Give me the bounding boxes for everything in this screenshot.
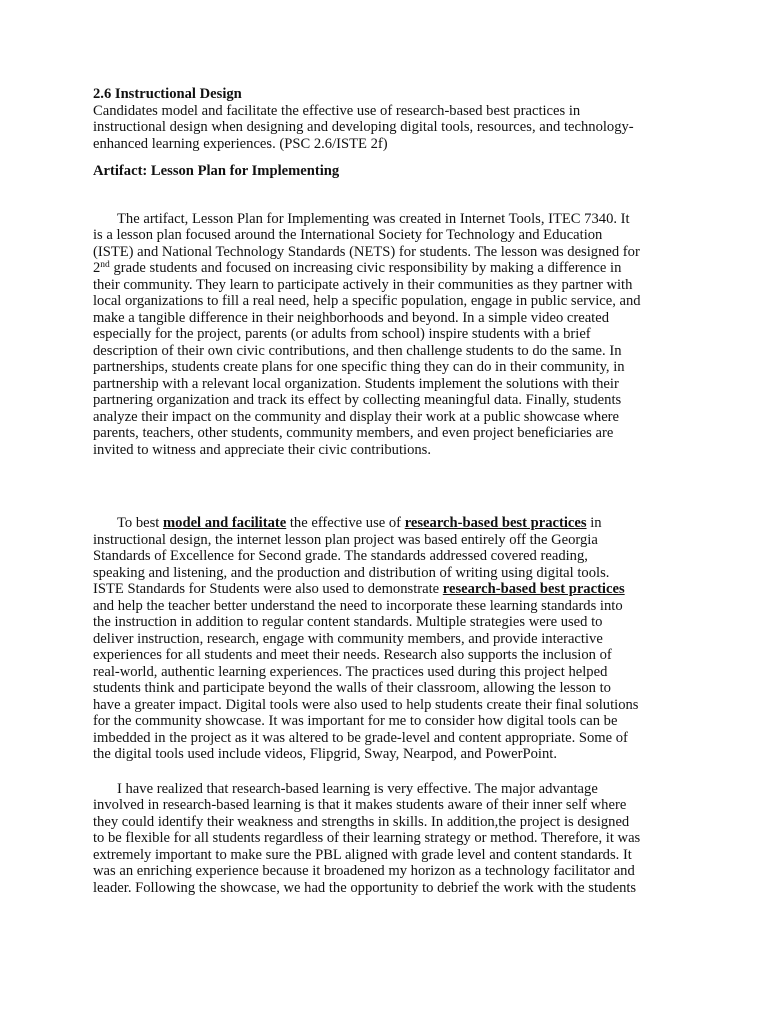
paragraph-best-practices [93,515,673,763]
paragraph-line: to be flexible for all students regardless of their learning strategy or method. Therefore, it was [93,830,641,846]
grade-number: 2 [93,260,101,276]
document-page [93,86,673,896]
paragraph-line: (ISTE) and National Technology Standards (NETS) for students. The lesson was designed for [93,243,640,260]
paragraph-line: involved in research-based learning is that it makes students aware of their inner self where [93,797,627,813]
paragraph-line: real-world, authentic learning experiences. The practices used during this project helped [93,663,608,680]
paragraph-line: leader. Following the showcase, we had the opportunity to debrief the work with the students [93,879,637,896]
paragraph-line: instructional design, the internet lesson plan project was based entirely off the Georgia [93,531,598,548]
text-run: ISTE Standards for Students were also used to demonstrate [93,581,443,597]
paragraph-line: the instruction in addition to regular content standards. Multiple strategies were used to [93,614,603,630]
paragraph-line: speaking and listening, and the production and distribution of writing using digital tools. [93,564,610,581]
paragraph-line: make a tangible difference in their neighborhoods and beyond. In a simple video created [93,309,610,326]
paragraph-line: local organizations to fill a real need, help a specific population, engage in public service, and [93,293,641,309]
paragraph-line: partnerships, students create plans for one specific thing they can do in their community, in [93,359,625,375]
emphasis-research-based: research-based best practices [404,515,587,531]
paragraph-line [93,581,673,598]
paragraph-line: their community. They learn to participate actively in their communities as they partner with [93,276,633,293]
standard-line: enhanced learning experiences. (PSC 2.6/ISTE 2f) [93,135,388,152]
standard-line: instructional design when designing and developing digital tools, resources, and technology- [93,119,634,135]
paragraph-line: I have realized that research-based learning is very effective. The major advantage [117,780,598,797]
text-run: the effective use of [286,515,405,531]
section-heading: 2.6 Instructional Design [93,86,242,102]
paragraph-line: students think and participate beyond the walls of their classroom, allowing the lesson to [93,680,611,696]
paragraph-line: experiences for all students and meet their needs. Research also supports the inclusion of [93,647,612,663]
paragraph-line: invited to witness and appreciate their civic contributions. [93,441,431,458]
artifact-title: Artifact: Lesson Plan for Implementing [93,163,340,179]
grade-line-rest: grade students and focused on increasing civic responsibility by making a difference in [109,260,622,276]
emphasis-research-based: research-based best practices [442,581,625,597]
paragraph-line: deliver instruction, research, engage with community members, and provide interactive [93,630,603,647]
text-run: To best [117,515,163,531]
emphasis-model-facilitate: model and facilitate [163,515,287,531]
paragraph-line: and help the teacher better understand the need to incorporate these learning standards into [93,597,623,614]
paragraph-line: imbedded in the project as it was altered to be grade-level and content appropriate. Some of [93,729,628,746]
text-run: in [586,515,602,531]
paragraph-line: parents, teachers, other students, community members, and even project beneficiaries are [93,425,614,441]
paragraph-line: is a lesson plan focused around the International Society for Technology and Education [93,227,603,243]
paragraph-line: description of their own civic contributions, and then challenge students to do the same. In [93,342,622,359]
paragraph-line: especially for the project, parents (or adults from school) inspire students with a brief [93,326,591,342]
standard-line: Candidates model and facilitate the effective use of research-based best practices in [93,102,581,119]
grade-ordinal: nd [100,260,110,270]
paragraph-line: they could identify their weakness and strengths in skills. In addition,the project is designed [93,813,630,830]
paragraph-line [93,515,673,532]
paragraph-line: partnering organization and track its effect by collecting meaningful data. Finally, students [93,392,622,408]
paragraph-artifact-description [93,211,673,459]
paragraph-line: partnership with a relevant local organization. Students implement the solutions with their [93,375,619,392]
paragraph-line: extremely important to make sure the PBL aligned with grade level and content standards. It [93,846,632,863]
paragraph-line: Standards of Excellence for Second grade. The standards addressed covered reading, [93,548,588,564]
paragraph-line: have a greater impact. Digital tools were also used to help students create their final solutions [93,696,639,713]
paragraph-line: for the community showcase. It was important for me to consider how digital tools can be [93,713,618,729]
paragraph-line: the digital tools used include videos, Flipgrid, Sway, Nearpod, and PowerPoint. [93,746,557,762]
paragraph-line: The artifact, Lesson Plan for Implementing was created in Internet Tools, ITEC 7340. It [117,210,630,227]
paragraph-line: analyze their impact on the community and display their work at a public showcase where [93,408,620,425]
paragraph-line: was an enriching experience because it broadened my horizon as a technology facilitator and [93,863,635,879]
paragraph-reflection [93,781,673,897]
paragraph-line [93,260,673,277]
